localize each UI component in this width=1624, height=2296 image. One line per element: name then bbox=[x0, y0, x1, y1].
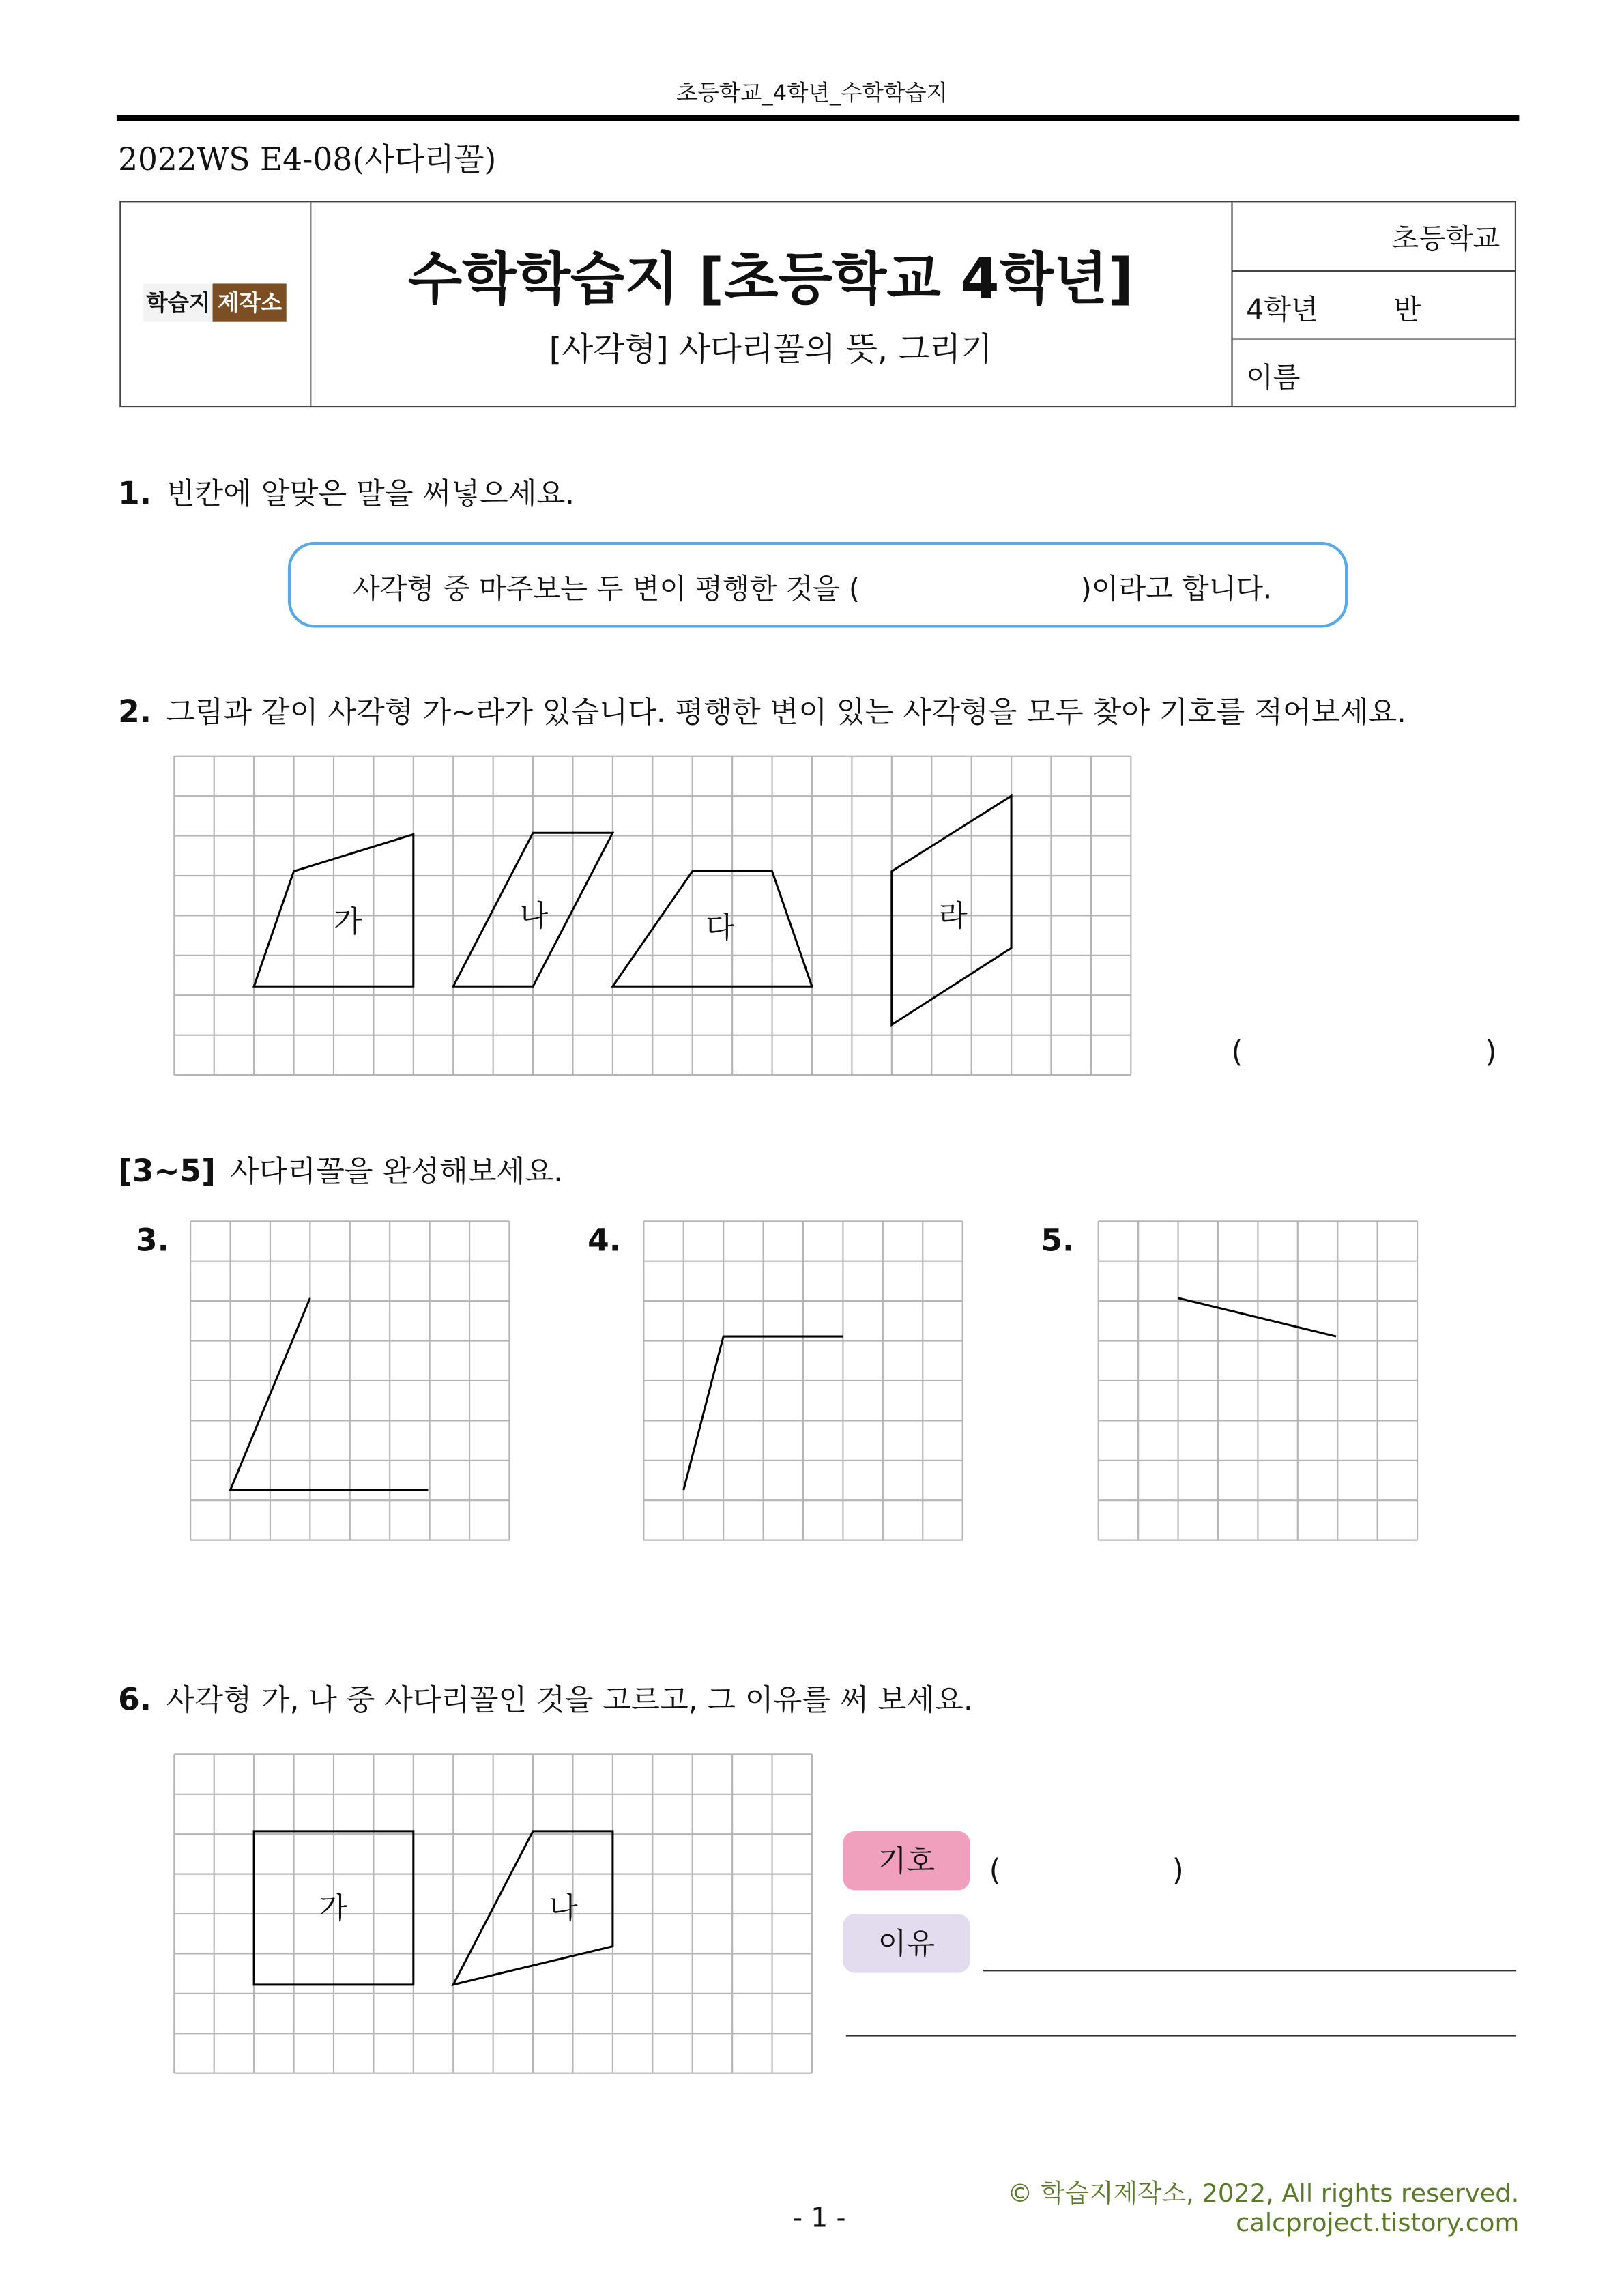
answer-field[interactable] bbox=[1249, 1028, 1479, 1072]
question-3-5 bbox=[118, 1147, 563, 1190]
sentence-before: 사각형 중 마주보는 두 변이 평행한 것을 ( bbox=[353, 573, 860, 606]
question-number: 5. bbox=[1041, 1222, 1075, 1259]
question-number: 2. bbox=[118, 693, 151, 730]
worksheet-title: 수학학습지 [초등학교 4학년] bbox=[407, 246, 1134, 312]
question-number: 4. bbox=[588, 1222, 621, 1259]
shape-label: 나 bbox=[549, 1890, 578, 1926]
school-label: 초등학교 bbox=[1391, 223, 1500, 256]
grade-label: 4학년 bbox=[1246, 293, 1318, 327]
name-label: 이름 bbox=[1246, 362, 1301, 394]
logo-text: 학습지 bbox=[143, 283, 214, 321]
shape-label: 라 bbox=[939, 898, 968, 934]
sentence-after: )이라고 합니다. bbox=[1080, 573, 1273, 606]
question-number: [3~5] bbox=[118, 1153, 216, 1189]
reason-label: 이유 bbox=[843, 1914, 970, 1973]
running-header: 초등학교_4학년_수학학습지 bbox=[676, 79, 948, 106]
reason-line-1[interactable] bbox=[983, 1934, 1516, 1971]
shape-label: 나 bbox=[519, 898, 549, 934]
question-number: 1. bbox=[118, 475, 151, 511]
question-number: 3. bbox=[136, 1222, 169, 1259]
question-6 bbox=[118, 1676, 973, 1719]
answer-paren-open: ( bbox=[989, 1852, 1001, 1888]
site-link[interactable]: calcproject.tistory.com bbox=[1236, 2209, 1520, 2239]
copyright: © 학습지제작소, 2022, All rights reserved. bbox=[1007, 2179, 1520, 2209]
question-text: 그림과 같이 사각형 가~라가 있습니다. 평행한 변이 있는 사각형을 모두 찾아 기호를 적어보세요. bbox=[166, 693, 1406, 730]
shape-label: 다 bbox=[706, 909, 735, 945]
question-text: 사다리꼴을 완성해보세요. bbox=[230, 1153, 563, 1189]
symbol-answer-field[interactable] bbox=[1010, 1846, 1166, 1891]
answer-paren-open: ( bbox=[1231, 1033, 1243, 1070]
shape-label: 가 bbox=[319, 1890, 348, 1926]
reason-line-2[interactable] bbox=[846, 2000, 1516, 2037]
logo-text: 제작소 bbox=[214, 283, 287, 321]
symbol-label: 기호 bbox=[843, 1831, 970, 1891]
class-label: 반 bbox=[1393, 293, 1421, 327]
worksheet-subtitle: [사각형] 사다리꼴의 뜻, 그리기 bbox=[549, 332, 993, 369]
answer-paren-close: ) bbox=[1485, 1033, 1497, 1070]
page-number: - 1 - bbox=[792, 2203, 846, 2235]
worksheet-code: 2022WS E4-08(사다리꼴) bbox=[118, 141, 497, 177]
shape-label: 가 bbox=[333, 904, 362, 940]
question-text: 빈칸에 알맞은 말을 써넣으세요. bbox=[166, 475, 575, 511]
question-number: 6. bbox=[118, 1682, 151, 1718]
answer-paren-close: ) bbox=[1172, 1852, 1184, 1888]
question-text: 사각형 가, 나 중 사다리꼴인 것을 고르고, 그 이유를 써 보세요. bbox=[166, 1682, 973, 1718]
